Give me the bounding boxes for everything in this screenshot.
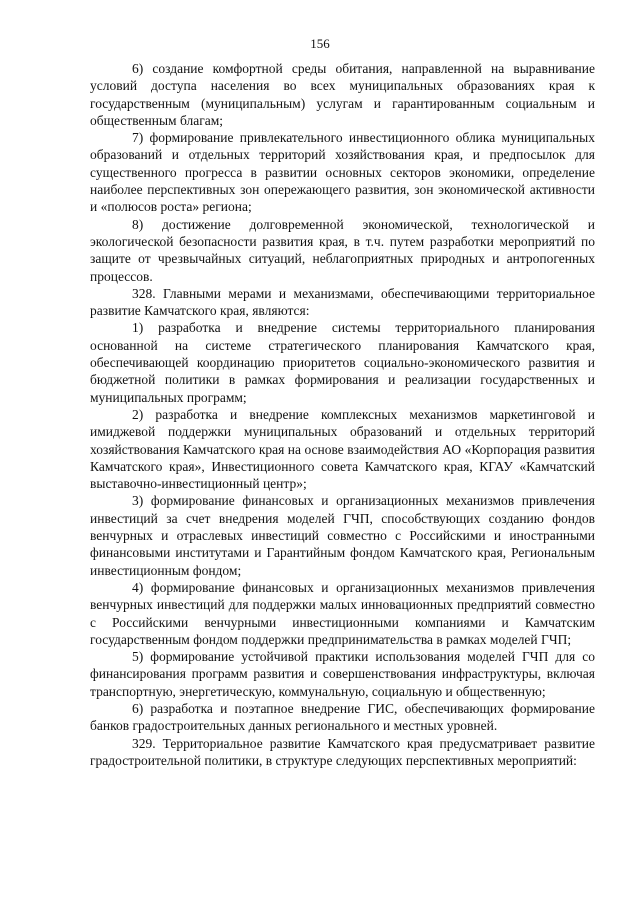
- page-number: 156: [310, 36, 330, 51]
- paragraph-item-2-marketing-support: 2) разработка и внедрение комплексных механизмов маркетинговой и имиджевой поддержки муниципальных образований и отдельных территорий хозяйствования Камчатского края на основе взаимодействия АО «Корпорация развития Камчатского края», Инвестиционного совета Камчатского края, КГАУ «Камчатский выставочно-инвестиционный центр»;: [90, 406, 595, 492]
- paragraph-item-6-comfortable-environment: 6) создание комфортной среды обитания, направленной на выравнивание условий доступа населения во всех муниципальных образованиях края к государственным (муниципальным) услугам и гарантированным социальным и общественным благам;: [90, 61, 595, 128]
- paragraph-item-6-gis: 6) разработка и поэтапное внедрение ГИС, обеспечивающих формирование банков градостроительных данных регионального и местных уровней.: [90, 700, 595, 734]
- paragraph-item-5-ppp-practice: 5) формирование устойчивой практики использования моделей ГЧП для со финансирования программ развития и совершенствования инфраструктуры, включая транспортную, энергетическую, коммунальную, социальную и общественную;: [90, 649, 595, 699]
- document-body: [90, 60, 595, 769]
- paragraph-item-8-long-term-security: 8) достижение долговременной экономической, технологической и экологической безопасности развития края, в т.ч. путем разработки мероприятий по защите от чрезвычайных ситуаций, неблагоприятных природных и антропогенных процессов.: [90, 216, 595, 284]
- paragraph-item-4-venture-investment: 4) формирование финансовых и организационных механизмов привлечения венчурных инвестиций для поддержки малых инновационных предприятий совместно с Российскими венчурными инвестиционными компаниями и Камчатским государственным фондом поддержки предпринимательства в рамках моделей ГЧП;: [90, 579, 595, 647]
- paragraph-section-329-intro: 329. Территориальное развитие Камчатского края предусматривает развитие градостроительной политики, в структуре следующих перспективных мероприятий:: [90, 735, 595, 768]
- paragraph-section-328-intro: 328. Главными мерами и механизмами, обеспечивающими территориальное развитие Камчатского края, являются:: [90, 285, 595, 319]
- paragraph-item-7-investment-image: 7) формирование привлекательного инвестиционного облика муниципальных образований и отдельных территорий хозяйствования края, и предпосылок для существенного прогресса в развитии основных секторов экономики, определение наиболее перспективных зон опережающего развития, зон экономической активности и «полюсов роста» региона;: [90, 130, 595, 215]
- paragraph-item-3-financial-mechanisms: 3) формирование финансовых и организационных механизмов привлечения инвестиций за счет внедрения моделей ГЧП, способствующих созданию фондов венчурных и отраслевых инвестиций совместно с Российскими и иностранными финансовыми институтами и Гарантийным фондом Камчатского края, Региональным инвестиционным фондом;: [90, 493, 595, 578]
- paragraph-item-1-territorial-planning: 1) разработка и внедрение системы территориального планирования основанной на системе стратегического планирования Камчатского края, обеспечивающей координацию приоритетов социально-экономического развития и бюджетной политики в рамках формирования и реализации государственных и муниципальных программ;: [90, 320, 595, 405]
